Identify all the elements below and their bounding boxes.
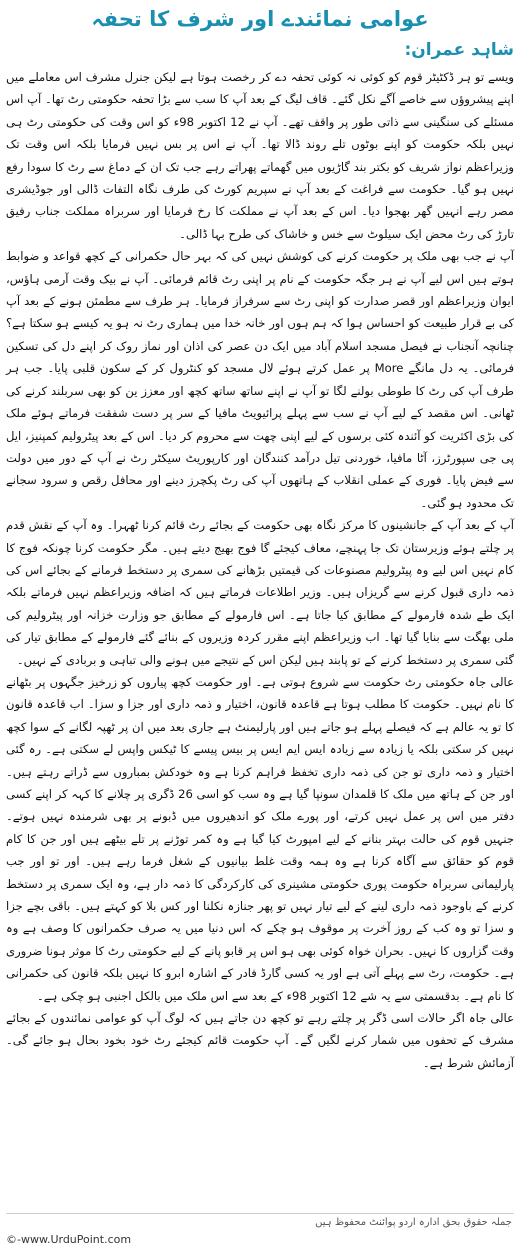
site-link[interactable]: ©-www.UrduPoint.com: [6, 1233, 132, 1246]
article-title: عوامی نمائندے اور شرف کا تحفہ: [91, 7, 429, 31]
article-paragraph: ویسے تو ہر ڈکٹیٹر قوم کو کوئی نہ کوئی تحفہ دے کر رخصت ہوتا ہے لیکن جنرل مشرف اس معاملے میں اپنے پیشروؤں سے خاصے آگے نکل گئے۔ قاف لیگ کے بعد آپ کا سب سے بڑا تحفہ حکومتی رٹ تھا۔ آپ اس مسئلے کی سنگینی سے ذاتی طور پر واقف تھے۔ آپ نے 12 اکتوبر 98ء کو اس وقت کی حکومتی رٹ ہی نہیں بلکہ حکومت کو اپنے بوٹوں تلے روند ڈالا تھا۔ آپ نے اس پر بس نہیں فرمایا بلکہ اس وقت تک وزیراعظم نواز شریف کو بکتر بند گاڑیوں میں گھماتے پھراتے رہے جب تک ان کے دماغ سے رٹ کا سودا رفع نہیں ہو گیا۔ حکومت سے فراغت کے بعد آپ نے سپریم کورٹ کی طرف نگاہ التفات ڈالی اور جوڈیشری مصر رہے انہیں گھر بھجوا دیا۔ اس کے بعد آپ نے مملکت کا رخ فرمایا اور سربراہ مملکت جناب رفیق تارڑ کی رٹ محض ایک سیلوٹ سے خس و خاشاک کی طرح بہا ڈالی۔: [6, 70, 514, 241]
article-paragraph: عالی جاہ اگر حالات اسی ڈگر پر چلتے رہے تو کچھ دن جاتے ہیں کہ لوگ آپ کو عوامی نمائندوں کے بجائے مشرف کے تحفوں میں شمار کرنے لگیں گے۔ آپ حکومت قائم کیجئے رٹ خود بخود بحال ہو جائے گی۔ آزمائش شرط ہے۔: [6, 1011, 514, 1070]
article-paragraph: آپ کے بعد آپ کے جانشینوں کا مرکز نگاہ بھی حکومت کے بجائے رٹ قائم کرنا ٹھہرا۔ وہ آپ کے نقش قدم پر چلتے ہوئے وزیرستان تک جا پہنچے، معاف کیجئے گا فوج بھیج دیتے ہیں۔ مگر حکومت کرنا چونکہ فوج کا کام نہیں اس لیے وہ پیٹرولیم مصنوعات کی قیمتیں بڑھانے کی سمری پر دستخط فرمانے کے بجائے اس کی ذمہ داری قبول کرنے سے گریزاں ہیں۔ وزیر اطلاعات فرماتے ہیں کہ اضافہ وزیراعظم نہیں فرماتے بلکہ ایک طے شدہ فارمولے کے مطابق کیا جاتا ہے۔ اس فارمولے کے مطابق جو وزارت خزانہ اور پیٹرولیم کی ملی بھگت سے بنایا گیا تھا۔ اب وزیراعظم اپنے مقرر کردہ وزیروں کے بنائے گئے فارمولے کے مطابق تیار کی گئی سمری پر دستخط کرنے کے تو پابند ہیں لیکن اس کے نتیجے میں ہونے والی تباہی و بربادی کے نہیں۔: [6, 518, 514, 667]
article-paragraph: عالی جاہ حکومتی رٹ حکومت سے شروع ہوتی ہے۔ اور حکومت کچھ پیاروں کو زرخیز جگہوں پر بٹھانے کا نام نہیں۔ حکومت کا مطلب ہوتا ہے قاعدہ قانون، اختیار و ذمہ داری اور جزا و سزا۔ اب قاعدہ قانون کا تو یہ عالم ہے کہ فیصلے پہلے ہو جاتے ہیں اور پارلیمنٹ ہے جاری بعد میں ان پر ٹھپہ لگانے کے سوا کچھ نہیں کر سکتی بلکہ یا زیادہ سے زیادہ ایس ایم ایس پر بیس پیسے کا ٹیکس واپس لے سکتی ہے۔ رہ گئی اختیار و ذمہ داری تو جن کی ذمہ داری تخفظ فراہم کرنا ہے وہ خودکش بمباروں سے ڈراتے رہتے ہیں۔ اور جن کے ہاتھ میں ملک کا قلمدان سونپا گیا ہے وہ سب کو اسی 26 ڈگری پر چلانے کا کہہ کر اپنے کسی دفتر میں اس پر عمل نہیں کرتے، اور پورے ملک کو اندھیروں میں ڈبونے پر بھی شرمندہ نہیں ہوتے۔ جنہیں قوم کی حالت بہتر بنانے کے لیے امپورٹ کیا گیا ہے وہ کمر توڑنے پر تلے بیٹھے ہیں اور جن کا کام قوم کو حقائق سے آگاہ کرنا ہے وہ ہمہ وقت غلط بیانیوں کے شغل فرما رہے ہیں۔ اور تو اور جب پارلیمانی سربراہ حکومت پوری حکومتی مشینری کی کارکردگی کا ذمہ دار ہے، وہ ایک سمری پر دستخط کرنے کے باوجود ذمہ داری لینے کے لیے تیار نہیں تو پھر جنازہ نکلنا اور کس بلا کو کہتے ہیں۔ باقی بچے جزا و سزا تو وہ کب کے روز آخرت پر موقوف ہو چکے کہ اس دنیا میں یہ صرف حکمرانوں کا وصف ہے وہ وقت گزاروں کا نہیں۔ بحران خواہ کوئی بھی ہو اس پر قابو پانے کے لیے حکومتی رٹ کا موثر ہونا ضروری ہے۔ حکومت، رٹ سے پہلے آتی ہے اور یہ کسی گارڈ فادر کے اشارہ ابرو کا نہیں بلکہ قانون کی حکمرانی کا نام ہے۔ بدقسمتی سے یہ شے 12 اکتوبر 98ء کے بعد سے اس ملک میں بالکل اجنبی ہو چکی ہے۔: [6, 674, 514, 1003]
article-author: شاہد عمران:: [404, 40, 514, 60]
copyright-notice: جملہ حقوق بحق ادارہ اردو پوائنٹ محفوظ ہیں: [315, 1217, 512, 1228]
article-paragraph: آپ نے جب بھی ملک پر حکومت کرنے کی کوشش نہیں کی کہ بہر حال حکمرانی کے کچھ قواعد و ضوابط ہوتے ہیں اس لیے آپ نے ہر جگہ حکومت کے نام پر اپنی رٹ قائم فرمائی۔ آپ نے بیک وقت آرمی ہاؤس، ایوان وزیراعظم اور قصر صدارت کو اپنی رٹ سے سرفراز فرمایا۔ ہر طرف سے مطمئن ہونے کے بعد آپ کی بے قرار طبیعت کو احساس ہوا کہ ہم ہوں اور خانہ خدا میں ہماری رٹ نہ ہو یہ کیسے ہو سکتا ہے؟ چنانچہ آنجناب نے فیصل مسجد اسلام آباد میں ایک دن عصر کی اذان اور نماز روک کر اپنے دل کی تسکین فرمائی۔ یہ دل مانگے More پر عمل کرتے ہوئے لال مسجد کو کنٹرول کر کے سکون قلبی پایا۔ جب ہر طرف آپ کی رٹ کا طوطی بولنے لگا تو آپ نے اپنے ساتھ ساتھ کچھ اور معزز ین کو بھی سربلند کرنے کی ٹھانی۔ اس مقصد کے لیے آپ نے سب سے پہلے پرائیویٹ مافیا کے سر پر دست شفقت فرماتے ہوئے ملک کی بڑی اکثریت کو آئندہ کئی برسوں کے لیے اپنی چھت سے محروم کر دیا۔ اس کے بعد پیٹرولیم کمپنیز، ایل پی جی سپورٹرز، آٹا مافیا، خوردنی تیل درآمد کنندگان اور کارپوریٹ سیکٹر رٹ نے آپ کے دور میں دولت سے فیض پایا۔ فوری کے عملی انقلاب کے ہاتھوں آپ کی رٹ پکچرز دینے اور محافل رقص و سرود سجانے تک محدود ہو گئی۔: [6, 249, 514, 510]
footer-divider: [6, 1213, 514, 1214]
article-body: [6, 66, 514, 1074]
